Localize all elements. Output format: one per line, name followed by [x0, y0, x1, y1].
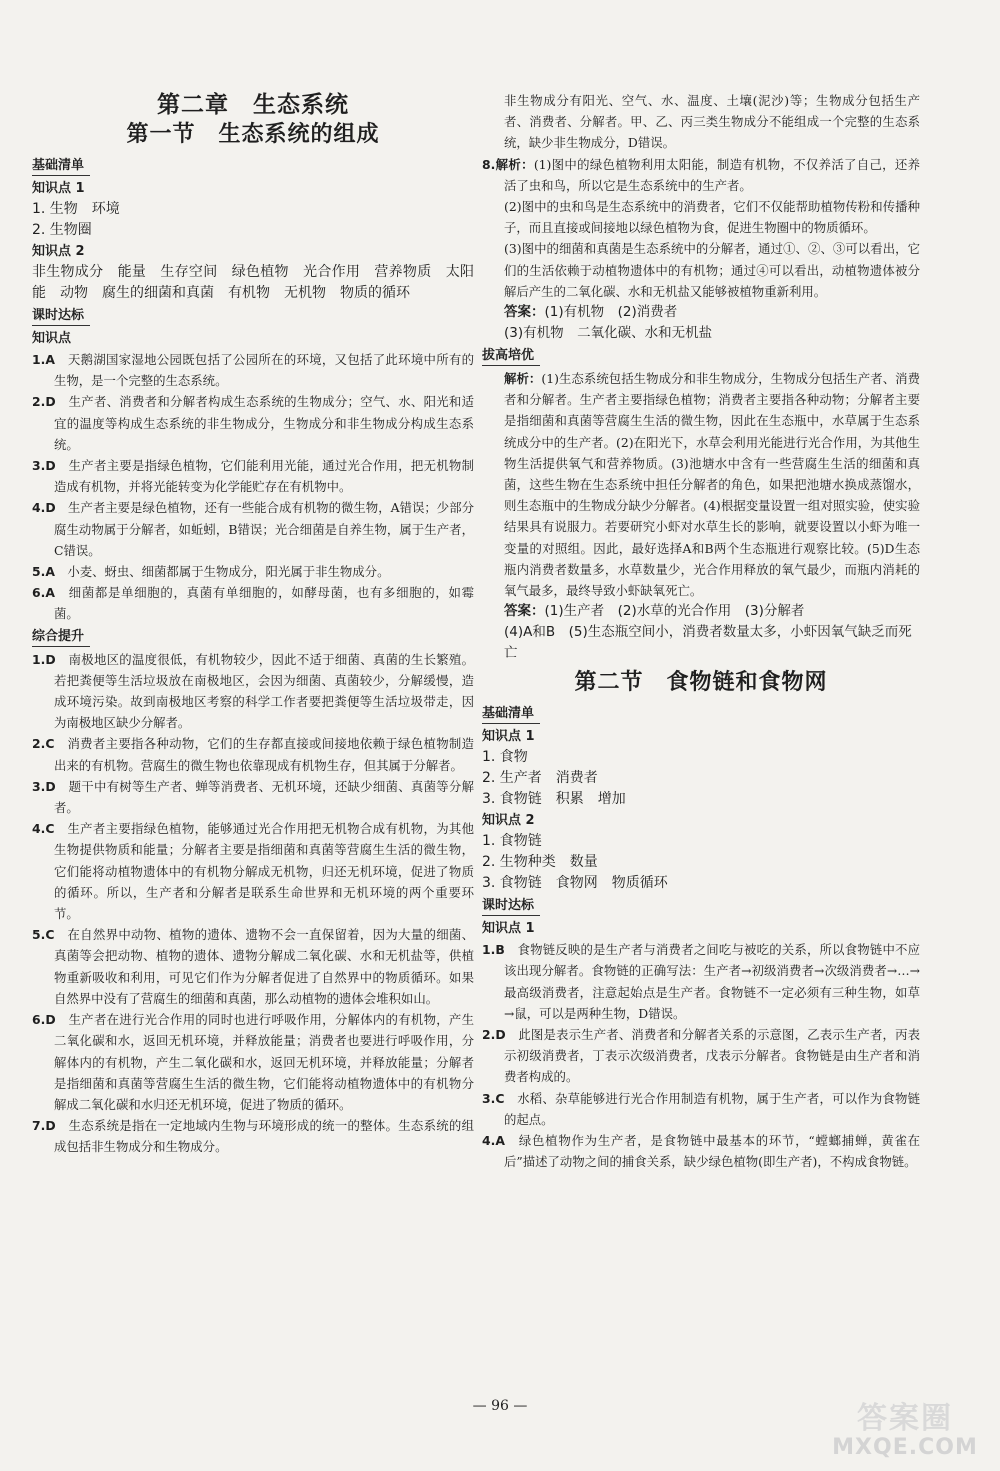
site-watermark-logo: [820, 1393, 990, 1463]
answer-text: 细菌都是单细胞的，真菌有单细胞的，如酵母菌，也有多细胞的，如霉菌。: [54, 585, 475, 622]
answer-text: 此图是表示生产者、消费者和分解者关系的示意图，乙表示生产者，丙表示初级消费者，丁表示次级消费者，戊表示分解者。食物链是由生产者和消费者构成的。: [504, 1027, 921, 1085]
answer-value: (1)生产者 (2)水草的光合作用 (3)分解者: [544, 603, 805, 620]
answer-text: 生产者主要指绿色植物，能够通过光合作用把无机物合成有机物，为其他生物提供物质和能量；分解者主要是指细菌和真菌等营腐生生活的微生物，它们能将动植物遗体中的有机物分解成无机物，归还无机环境，促进了物质的循环。所以，生产者和分解者是联系生命世界和无机环境的两个重要环节。: [54, 821, 475, 922]
answer-item: [32, 924, 474, 1009]
answer-item: [32, 349, 474, 391]
knowledge-line: 1. 食物: [482, 749, 528, 766]
answer-item: [32, 455, 474, 497]
answer-number: 3.D: [32, 458, 56, 474]
answer-line: (3)有机物 二氧化碳、水和无机盐: [504, 325, 713, 342]
answer-continuation: 非生物成分有阳光、空气、水、温度、土壤(泥沙)等；生物成分包括生产者、消费者、分解者。甲、乙、丙三类生物成分不能组成一个完整的生态系统，缺少非生物成分，D错误。: [504, 93, 920, 151]
answer-number: 3.D: [32, 778, 56, 794]
knowledge-point-label: 知识点 1: [482, 921, 535, 937]
answer-text: 生产者在进行光合作用的同时也进行呼吸作用，分解体内的有机物，产生二氧化碳和水，返回无机环境，并释放能量；消费者也要进行呼吸作用，分解体内的有机物，产生二氧化碳和水，返回无机环境，并释放能量；分解者是指细菌和真菌等营腐生生活的微生物，它们能将动植物遗体中的有机物分解成二氧化碳和水归还无机环境，促进了物质的循环。: [54, 1012, 475, 1112]
right-column: [482, 90, 920, 1173]
answer-text: 生产者主要是绿色植物，还有一些能合成有机物的微生物，A错误；少部分腐生动物属于分解者，如蚯蚓，B错误；光合细菌是自养生物，属于生产者，C错误。: [54, 500, 474, 558]
answer-item: [32, 649, 474, 734]
answer-text: 生产者、消费者和分解者构成生态系统的生物成分；空气、水、阳光和适宜的温度等构成生态系统的非生物成分，生物成分和非生物成分构成生态系统。: [54, 394, 475, 452]
answer-item: [32, 818, 474, 924]
knowledge-point-label: 知识点: [32, 331, 72, 346]
answer-item: [32, 776, 474, 818]
answer-number: 1.B: [482, 942, 505, 958]
answer-text: 小麦、蚜虫、细菌都属于生物成分，阳光属于非生物成分。: [67, 564, 390, 580]
answer-item: [482, 939, 920, 1024]
knowledge-line: 2. 生物圈: [32, 222, 92, 238]
knowledge-line: 2. 生产者 消费者: [482, 770, 598, 787]
watermark-url: MXQE.COM: [832, 1435, 978, 1460]
answer-item: [32, 1115, 474, 1157]
answer-label: 答案：: [504, 603, 545, 620]
answer-paragraph: (3)图中的细菌和真菌是生态系统中的分解者，通过①、②、③可以看出，它们的生活依赖于动植物遗体中的有机物；通过④可以看出，动植物遗体被分解后产生的二氧化碳、水和无机盐又能够被植物重新利用。: [504, 241, 920, 299]
section-title: 第二节 食物链和食物网: [574, 670, 828, 696]
answer-number: 1.A: [32, 352, 55, 367]
practice-heading: 课时达标: [32, 307, 90, 326]
answer-number: 4.C: [32, 821, 55, 837]
answer-number: 1.D: [32, 651, 56, 667]
basics-heading: 基础清单: [482, 705, 540, 724]
answer-number: 6.D: [32, 1012, 56, 1028]
comprehensive-heading: 综合提升: [32, 628, 90, 647]
answer-text: 天鹅湖国家湿地公园既包括了公园所在的环境，又包括了此环境中所有的生物，是一个完整的生态系统。: [54, 352, 475, 389]
answer-item: [32, 391, 474, 455]
knowledge-line: 2. 生物种类 数量: [482, 854, 598, 871]
knowledge-line: 非生物成分 能量 生存空间 绿色植物 光合作用 营养物质 太阳能 动物 腐生的细菌和真菌 有机物 无机物 物质的循环: [32, 264, 474, 301]
left-column: [32, 90, 474, 1158]
answer-number: 4.A: [482, 1133, 505, 1149]
knowledge-point-label: 知识点 2: [482, 813, 535, 829]
answer-number: 5.A: [32, 564, 55, 580]
answer-item: [482, 154, 920, 196]
knowledge-point-label: 知识点 1: [32, 181, 85, 196]
knowledge-line: 3. 食物链 食物网 物质循环: [482, 875, 668, 892]
section-title: 第一节 生态系统的组成: [126, 122, 380, 147]
answer-line: (4)A和B (5)生态瓶空间小，消费者数量太多，小虾因氧气缺乏而死亡: [504, 624, 912, 662]
practice-heading: 课时达标: [482, 897, 540, 916]
answer-number: 2.D: [32, 394, 56, 410]
answer-text: (1)图中的绿色植物利用太阳能，制造有机物，不仅养活了自己，还养活了虫和鸟，所以它是生态系统中的生产者。: [504, 156, 921, 193]
answer-paragraph: [482, 368, 920, 601]
answer-number: 5.C: [32, 927, 55, 943]
answer-item: [32, 1009, 474, 1115]
answer-number: 8.: [482, 156, 496, 172]
answer-text: 南极地区的温度很低，有机物较少，因此不适于细菌、真菌的生长繁殖。若把粪便等生活垃圾放在南极地区，会因为细菌、真菌较少，分解缓慢，造成环境污染。故到南极地区考察的科学工作者要把粪便等生活垃圾带走，因为南极地区缺少分解者。: [54, 651, 475, 731]
answer-paragraph: (2)图中的虫和鸟是生态系统中的消费者，它们不仅能帮助植物传粉和传播种子，而且直接或间接地以绿色植物为食，促进生物圈中的物质循环。: [504, 199, 920, 236]
basics-heading: 基础清单: [32, 157, 90, 176]
answer-text: 食物链反映的是生产者与消费者之间吃与被吃的关系，所以食物链中不应该出现分解者。食物链的正确写法：生产者→初级消费者→次级消费者→…→最高级消费者，注意起始点是生产者。食物链不一定必须有三种生物，如草→鼠，可以是两种生物，D错误。: [504, 942, 921, 1021]
answer-item: [482, 1088, 920, 1130]
answer-value: (1)有机物 (2)消费者: [544, 304, 678, 321]
knowledge-point-label: 知识点 2: [32, 244, 85, 259]
answer-number: 4.D: [32, 500, 56, 516]
answer-text: 在自然界中动物、植物的遗体、遗物不会一直保留着，因为大量的细菌、真菌等会把动物、植物的遗体、遗物分解成二氧化碳、水和无机盐等，供植物重新吸收和利用，可见它们作为分解者促进了自然界中的物质循环。如果自然界中没有了营腐生的细菌和真菌，那么动植物的遗体会堆积如山。: [54, 927, 475, 1006]
answer-item: [32, 582, 474, 624]
answer-item: [32, 733, 474, 775]
answer-line: [482, 601, 920, 622]
answer-item: [482, 1130, 920, 1172]
answer-label: 答案：: [504, 304, 545, 321]
answer-text: 生产者主要是指绿色植物，它们能利用光能，通过光合作用，把无机物制造成有机物，并将光能转变为化学能贮存在有机物中。: [54, 458, 475, 495]
answer-text: 水稻、杂草能够进行光合作用制造有机物，属于生产者，可以作为食物链的起点。: [504, 1090, 921, 1127]
knowledge-line: 1. 食物链: [482, 833, 542, 850]
page-number: — 96 —: [472, 1398, 528, 1414]
knowledge-line: 3. 食物链 积累 增加: [482, 791, 626, 808]
answer-text: 绿色植物作为生产者，是食物链中最基本的环节，“螳螂捕蝉，黄雀在后”描述了动物之间的捕食关系，缺少绿色植物(即生产者)，不构成食物链。: [504, 1133, 920, 1170]
answer-item: [32, 497, 474, 561]
answer-number: 7.D: [32, 1118, 56, 1134]
answer-line: [482, 302, 920, 323]
answer-text: 消费者主要指各种动物，它们的生存都直接或间接地依赖于绿色植物制造出来的有机物。营腐生的微生物也依靠现成有机物生存，但其属于分解者。: [54, 736, 475, 773]
analysis-label: 解析：: [495, 156, 534, 172]
answer-text: (1)生态系统包括生物成分和非生物成分，生物成分包括生产者、消费者和分解者。生产者主要指绿色植物；消费者主要指各种动物；分解者主要是指细菌和真菌等营腐生生活的微生物，因此在生态瓶中，水草属于生态系统成分中的生产者。(2)在阳光下，水草会利用光能进行光合作用，为其他生物生活提供氧气和营养物质。(3)池塘水中含有一些营腐生生活的细菌和真菌，这些生物在生态系统中担任分解者的角色，如果把池塘水换成蒸馏水，则生态瓶中的生物成分缺少分解者。(4)根据变量设置一组对照实验，使实验结果具有说服力。若要研究小虾对水草生长的影响，就要设置以小虾为唯一变量的对照组。因此，最好选择A和B两个生态瓶进行观察比较。(5)D生态瓶内消费者数量多，水草数量少，光合作用释放的氧气最少，而瓶内消耗的氧气最多，最终导致小虾缺氧死亡。: [504, 371, 920, 599]
answer-number: 2.C: [32, 736, 55, 752]
answer-text: 生态系统是指在一定地域内生物与环境形成的统一的整体。生态系统的组成包括非生物成分和生物成分。: [54, 1118, 475, 1155]
knowledge-point-label: 知识点 1: [482, 729, 535, 745]
analysis-label: 解析：: [504, 371, 542, 387]
chapter-title: 第二章 生态系统: [157, 92, 349, 118]
improve-heading: 拔高培优: [482, 347, 540, 366]
answer-item: [32, 561, 474, 582]
answer-number: 6.A: [32, 585, 55, 601]
answer-number: 2.D: [482, 1027, 506, 1043]
knowledge-line: 1. 生物 环境: [32, 201, 120, 217]
answer-text: 题干中有树等生产者、蝉等消费者、无机环境，还缺少细菌、真菌等分解者。: [54, 778, 475, 816]
answer-number: 3.C: [482, 1090, 505, 1106]
watermark-title: 答案圈: [857, 1401, 953, 1436]
answer-item: [482, 1024, 920, 1088]
